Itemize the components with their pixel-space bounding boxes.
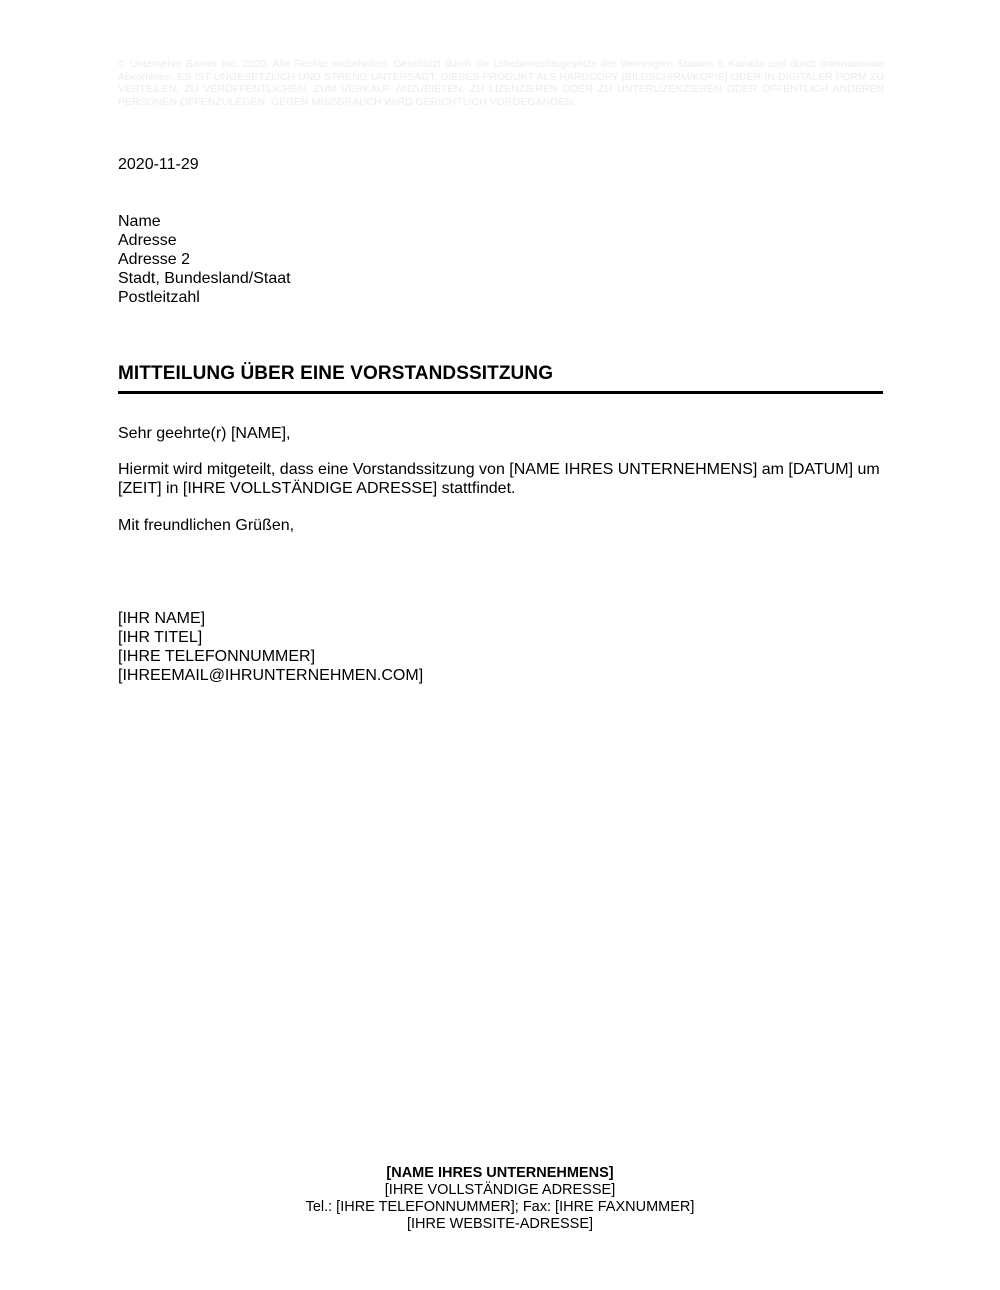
letter-title: MITTEILUNG ÜBER EINE VORSTANDSSITZUNG [118,363,554,384]
footer-website: [IHRE WEBSITE-ADRESSE] [406,1216,594,1232]
recipient-city-state: Stadt, Bundesland/Staat [118,270,291,287]
letter-footer [0,1165,1000,1233]
recipient-name: Name [118,213,161,230]
copyright-watermark: © Unternehm Barrier Inc. 2020. Alle Rechte vorbehalten. Geschützt durch die Urheberrechtsgesetze der Vereinigten Staaten & Kanada und durch internationale Abkommen. ES IST UNGESETZLICH UND STRENG UNTERSAGT, DIESES PRODUKT ALS HARDCOPY [BILDSCHIRM/KOPIE] ODER IN DIGITALER FORM ZU VERTEILEN, ZU VERÖFFENTLICHEN, ZUM VERKAUF ANZUBIETEN, ZU LIZENZIEREN ODER ZU UNTERLIZENZIEREN ODER ÖFFENTLICH ANDEREN PERSONEN OFFENZULEGEN. GEGEN MISSBRAUCH WIRD GERICHTLICH VORGEGANGEN. [118,58,884,108]
title-underline [118,391,883,394]
closing: Mit freundlichen Grüßen, [118,517,295,534]
sender-title: [IHR TITEL] [118,629,203,646]
recipient-postal-code: Postleitzahl [118,289,200,306]
footer-contact: Tel.: [IHRE TELEFONNUMMER]; Fax: [IHRE FAXNUMMER] [305,1199,695,1215]
recipient-address-line-1: Adresse [118,232,177,249]
signature-block [118,609,423,685]
sender-name: [IHR NAME] [118,610,206,627]
footer-address: [IHRE VOLLSTÄNDIGE ADRESSE] [384,1182,616,1198]
sender-phone: [IHRE TELEFONNUMMER] [118,648,316,665]
recipient-address-block [118,212,291,307]
sender-email: [IHREEMAIL@IHRUNTERNEHMEN.COM] [118,667,424,684]
recipient-address-line-2: Adresse 2 [118,251,191,268]
letter-date: 2020-11-29 [118,156,199,173]
footer-company-name: [NAME IHRES UNTERNEHMENS] [386,1165,614,1181]
salutation: Sehr geehrte(r) [NAME], [118,425,291,442]
body-paragraph: Hiermit wird mitgeteilt, dass eine Vorstandssitzung von [NAME IHRES UNTERNEHMENS] am [DATUM] um [ZEIT] in [IHRE VOLLSTÄNDIGE ADRESSE] stattfindet. [118,461,880,497]
